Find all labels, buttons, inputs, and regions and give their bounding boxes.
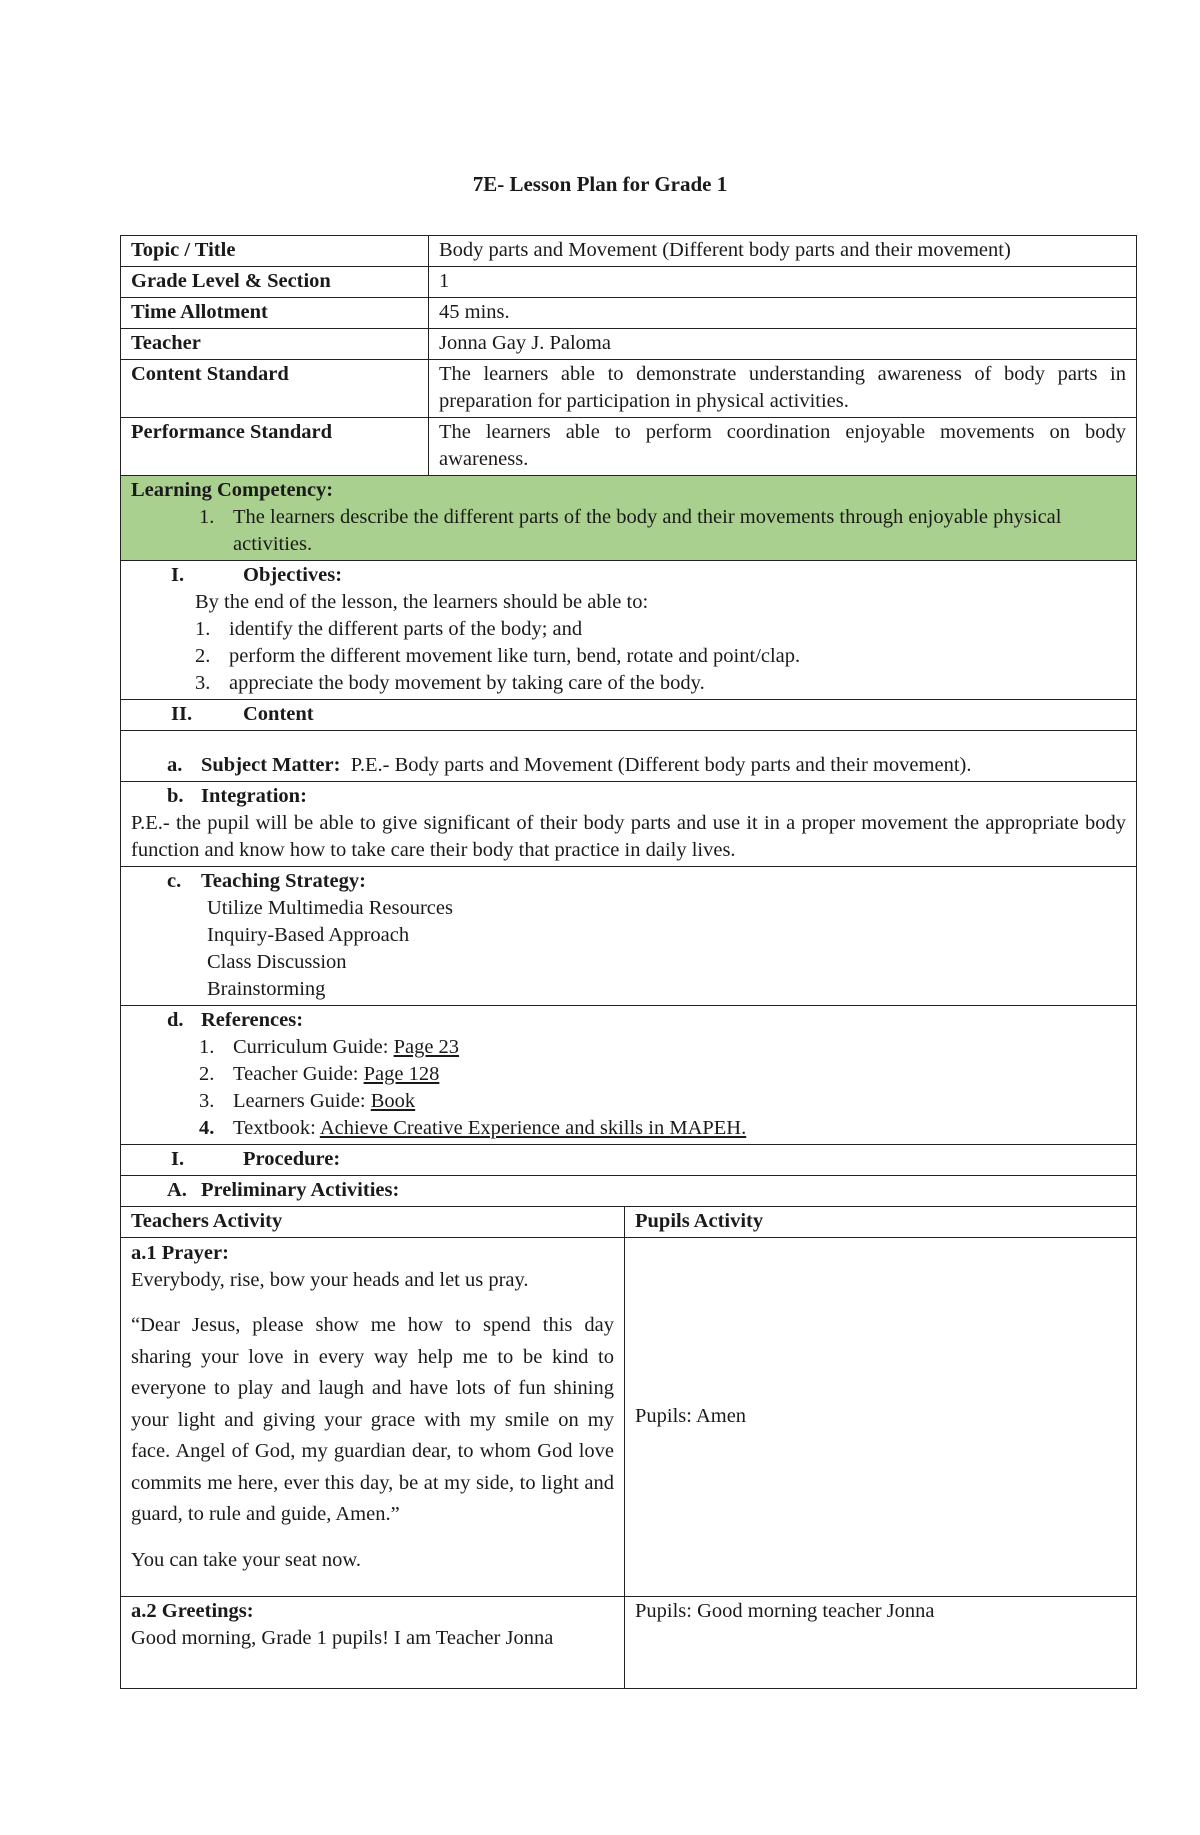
list-item: Utilize Multimedia Resources — [207, 897, 453, 919]
preliminary-cell — [121, 1176, 1137, 1207]
integration-cell — [121, 782, 1137, 867]
greetings-text: Good morning, Grade 1 pupils! I am Teacher Jonna — [131, 1626, 554, 1649]
reference-label: Teacher Guide: — [233, 1063, 364, 1085]
integration-row — [121, 782, 1137, 867]
roman-numeral: II. — [171, 703, 193, 725]
info-label: Time Allotment — [121, 298, 429, 329]
reference-link[interactable]: Book — [370, 1090, 416, 1112]
info-row-performance-standard — [121, 418, 1137, 476]
list-number: 2. — [199, 1063, 215, 1085]
list-text: perform the different movement like turn, bend, rotate and point/clap. — [229, 645, 801, 667]
page-title: 7E- Lesson Plan for Grade 1 — [472, 172, 728, 196]
list-text: appreciate the body movement by taking care of the body. — [229, 672, 705, 694]
greetings-pupils-response: Pupils: Good morning teacher Jonna — [635, 1599, 935, 1622]
subject-matter-cell — [121, 731, 1137, 782]
info-label: Topic / Title — [121, 236, 429, 267]
heading-text: Integration: — [201, 785, 307, 807]
objectives-cell — [121, 561, 1137, 700]
lesson-plan-table — [120, 235, 1137, 1689]
info-value: 45 mins. — [429, 298, 1137, 329]
reference-link[interactable]: Page 128 — [363, 1063, 440, 1085]
learning-competency-cell — [121, 476, 1137, 561]
info-value: 1 — [429, 267, 1137, 298]
prayer-pupils-cell — [625, 1238, 1137, 1597]
list-item — [131, 643, 1126, 670]
list-item: Inquiry-Based Approach — [207, 924, 410, 946]
objectives-row — [121, 561, 1137, 700]
list-number: 1. — [199, 1036, 215, 1058]
teaching-strategy-row — [121, 867, 1137, 1006]
list-item: Brainstorming — [207, 978, 326, 1000]
prayer-teacher-cell — [121, 1238, 625, 1597]
roman-numeral: I. — [171, 1148, 185, 1170]
heading-text: Preliminary Activities: — [201, 1179, 400, 1201]
activity-header-row — [121, 1207, 1137, 1238]
list-number: 2. — [195, 645, 211, 667]
greetings-teacher-cell — [121, 1596, 625, 1688]
list-item — [131, 616, 1126, 643]
info-row-grade — [121, 267, 1137, 298]
list-number: 3. — [195, 672, 211, 694]
heading-text: Procedure: — [243, 1148, 341, 1170]
heading-text: Teaching Strategy: — [201, 870, 366, 892]
prayer-instruction: Everybody, rise, bow your heads and let us pray. — [131, 1269, 529, 1291]
objectives-heading — [131, 562, 1126, 589]
subject-matter-heading: Subject Matter: — [201, 754, 341, 776]
integration-text: P.E.- the pupil will be able to give significant of their body parts and use it in a proper movement the appropriate body function and know how to take care their body that practice in daily lives. — [131, 812, 1126, 861]
info-label: Teacher — [121, 329, 429, 360]
prayer-pupils-response: Pupils: Amen — [635, 1404, 747, 1427]
list-number: 4. — [199, 1117, 215, 1139]
info-value: Body parts and Movement (Different body parts and their movement) — [429, 236, 1137, 267]
prayer-text: “Dear Jesus, please show me how to spend this day sharing your love in every way help me to be kind to everyone to play and laugh and have lots of fun shining your light and giving your grace with my smile on my face. Angel of God, my guardian dear, to whom God love commits me here, ever this day, be at my side, to light and guard, to rule and guide, Amen.” — [131, 1314, 614, 1525]
procedure-row — [121, 1145, 1137, 1176]
list-text: identify the different parts of the body; and — [229, 618, 583, 640]
list-letter: b. — [167, 785, 184, 807]
prayer-heading: a.1 Prayer: — [131, 1242, 229, 1264]
info-value: Jonna Gay J. Paloma — [429, 329, 1137, 360]
reference-link[interactable]: Achieve Creative Experience and skills in MAPEH. — [319, 1117, 747, 1139]
list-item — [131, 1088, 1126, 1115]
list-item: Class Discussion — [207, 951, 347, 973]
greetings-pupils-cell — [625, 1596, 1137, 1688]
info-value: The learners able to perform coordination enjoyable movements on body awareness. — [429, 418, 1137, 476]
content-heading — [131, 701, 1126, 728]
greetings-row — [121, 1596, 1137, 1688]
heading-text: Content — [243, 703, 314, 725]
objectives-intro: By the end of the lesson, the learners should be able to: — [195, 591, 649, 613]
pupils-activity-header: Pupils Activity — [625, 1207, 1137, 1238]
info-value: The learners able to demonstrate understanding awareness of body parts in preparation for participation in physical activities. — [429, 360, 1137, 418]
subject-matter-text: P.E.- Body parts and Movement (Different body parts and their movement). — [350, 754, 972, 776]
list-number: 1. — [199, 506, 215, 528]
integration-heading — [131, 783, 1126, 810]
greetings-heading: a.2 Greetings: — [131, 1599, 254, 1622]
learning-competency-row — [121, 476, 1137, 561]
teachers-activity-header: Teachers Activity — [121, 1207, 625, 1238]
reference-label: Learners Guide: — [233, 1090, 371, 1112]
info-row-content-standard — [121, 360, 1137, 418]
procedure-cell — [121, 1145, 1137, 1176]
reference-label: Textbook: — [233, 1117, 320, 1139]
subject-matter-row — [121, 731, 1137, 782]
heading-text: Objectives: — [243, 564, 343, 586]
list-letter: c. — [167, 870, 182, 892]
info-label: Content Standard — [121, 360, 429, 418]
references-row — [121, 1006, 1137, 1145]
procedure-heading — [131, 1146, 1126, 1173]
info-row-time — [121, 298, 1137, 329]
prayer-row — [121, 1238, 1137, 1597]
references-cell — [121, 1006, 1137, 1145]
teaching-strategy-heading — [131, 868, 1126, 895]
preliminary-row — [121, 1176, 1137, 1207]
info-row-teacher — [121, 329, 1137, 360]
reference-label: Curriculum Guide: — [233, 1036, 394, 1058]
teaching-strategy-cell — [121, 867, 1137, 1006]
content-cell — [121, 700, 1137, 731]
reference-link[interactable]: Page 23 — [393, 1036, 460, 1058]
prayer-closing: You can take your seat now. — [131, 1548, 362, 1571]
content-row — [121, 700, 1137, 731]
list-text: The learners describe the different parts of the body and their movements through enjoyable physical activities. — [233, 506, 1062, 555]
info-row-topic — [121, 236, 1137, 267]
list-item — [131, 504, 1126, 558]
heading-text: References: — [201, 1009, 304, 1031]
list-letter: a. — [167, 754, 183, 776]
list-letter: d. — [167, 1009, 184, 1031]
info-label: Performance Standard — [121, 418, 429, 476]
list-letter: A. — [167, 1179, 187, 1201]
subject-matter-line — [131, 752, 1126, 779]
list-number: 3. — [199, 1090, 215, 1112]
learning-competency-heading: Learning Competency: — [131, 479, 334, 501]
list-item — [131, 1061, 1126, 1088]
roman-numeral: I. — [171, 564, 185, 586]
info-label: Grade Level & Section — [121, 267, 429, 298]
references-heading — [131, 1007, 1126, 1034]
list-item — [131, 1115, 1126, 1142]
list-item — [131, 1034, 1126, 1061]
list-item — [131, 670, 1126, 697]
list-number: 1. — [195, 618, 211, 640]
preliminary-heading — [131, 1177, 1126, 1204]
